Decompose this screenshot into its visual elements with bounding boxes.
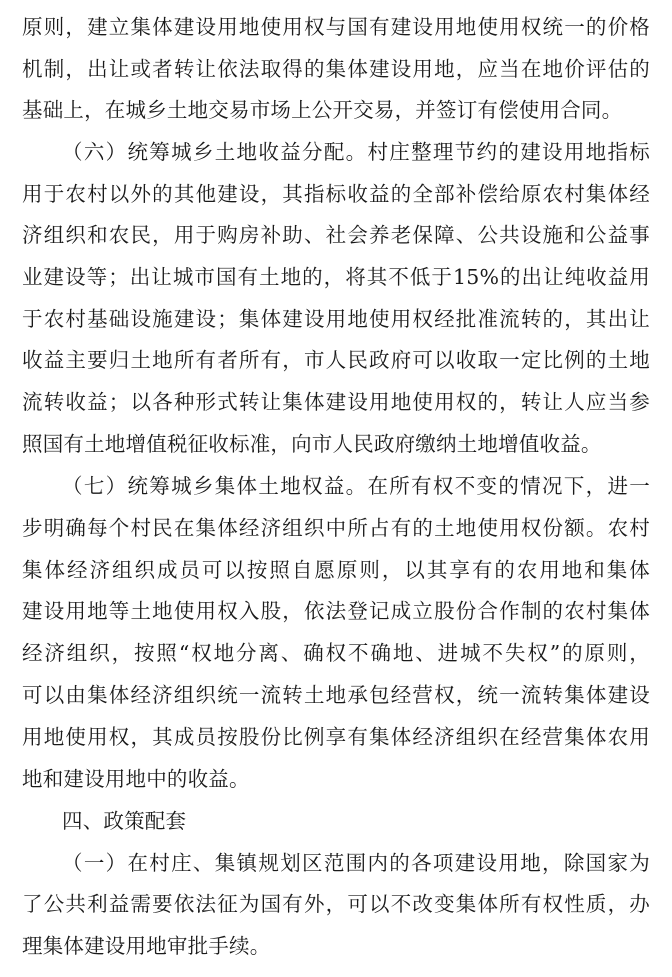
paragraph-line: 理集体建设用地审批手续。 bbox=[22, 934, 271, 958]
section-one-first-line: （一）在村庄、集镇规划区范围内的各项建设用地，除国家为 bbox=[62, 851, 650, 875]
paragraph-line: 收益主要归土地所有者所有，市人民政府可以收取一定比例的土地 bbox=[22, 348, 650, 372]
paragraph-line: 用于农村以外的其他建设，其指标收益的全部补偿给原农村集体经 bbox=[22, 182, 650, 206]
paragraph-line: 济组织和农民，用于购房补助、社会养老保障、公共设施和公益事 bbox=[22, 223, 650, 247]
paragraph-line: 流转收益；以各种形式转让集体建设用地使用权的，转让人应当参 bbox=[22, 390, 650, 414]
paragraph-line: 基础上，在城乡土地交易市场上公开交易，并签订有偿使用合同。 bbox=[22, 98, 623, 122]
section-seven-first-line: （七）统筹城乡集体土地权益。在所有权不变的情况下，进一 bbox=[62, 474, 650, 498]
paragraph-line: 照国有土地增值税征收标准，向市人民政府缴纳土地增值收益。 bbox=[22, 432, 602, 456]
paragraph-line: 了公共利益需要依法征为国有外，可以不改变集体所有权性质，办 bbox=[22, 892, 650, 916]
paragraph-line: 机制，出让或者转让依法取得的集体建设用地，应当在地价评估的 bbox=[22, 57, 650, 81]
paragraph-line: 原则，建立集体建设用地使用权与国有建设用地使用权统一的价格 bbox=[22, 15, 650, 39]
section-heading: 四、政策配套 bbox=[62, 809, 187, 833]
section-six-first-line: （六）统筹城乡土地收益分配。村庄整理节约的建设用地指标 bbox=[62, 140, 650, 164]
paragraph-line: 于农村基础设施建设；集体建设用地使用权经批准流转的，其出让 bbox=[22, 307, 650, 331]
paragraph-line: 经济组织，按照“权地分离、确权不确地、进城不失权”的原则， bbox=[22, 641, 650, 665]
paragraph-line: 集体经济组织成员可以按照自愿原则，以其享有的农用地和集体 bbox=[22, 558, 650, 582]
paragraph-line: 地和建设用地中的收益。 bbox=[22, 767, 250, 791]
paragraph-line: 建设用地等土地使用权入股，依法登记成立股份合作制的农村集体 bbox=[22, 599, 650, 623]
paragraph-line: 用地使用权，其成员按股份比例享有集体经济组织在经营集体农用 bbox=[22, 725, 650, 749]
paragraph-line: 步明确每个村民在集体经济组织中所占有的土地使用权份额。农村 bbox=[22, 516, 650, 540]
paragraph-line: 可以由集体经济组织统一流转土地承包经营权，统一流转集体建设 bbox=[22, 683, 650, 707]
paragraph-line: 业建设等；出让城市国有土地的，将其不低于15%的出让纯收益用 bbox=[22, 265, 650, 289]
